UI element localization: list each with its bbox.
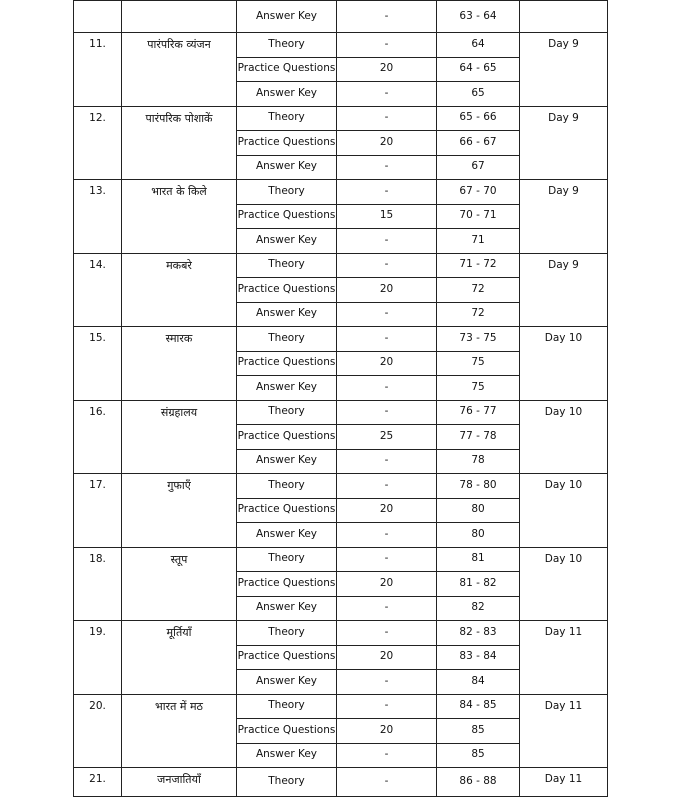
- table-row: [74, 474, 608, 499]
- table-row: [74, 400, 608, 425]
- content-type: Theory: [237, 33, 337, 58]
- question-count: 15: [337, 204, 437, 229]
- page-range: 65 - 66: [437, 106, 520, 131]
- question-count: -: [337, 743, 437, 768]
- question-count: -: [337, 180, 437, 205]
- content-type: Theory: [237, 621, 337, 646]
- chapter-number: 17.: [74, 474, 122, 548]
- content-type: Practice Questions: [237, 278, 337, 303]
- table-row: [74, 180, 608, 205]
- page-range: 82 - 83: [437, 621, 520, 646]
- content-type: Practice Questions: [237, 351, 337, 376]
- table-row: [74, 694, 608, 719]
- question-count: -: [337, 33, 437, 58]
- question-count-cell: -: [337, 1, 437, 33]
- table-row: [74, 1, 608, 33]
- question-count: -: [337, 449, 437, 474]
- study-day-cell: [520, 1, 608, 33]
- chapter-topic: मूर्तियाँ: [122, 621, 237, 695]
- table-row: [74, 327, 608, 352]
- page-range: 76 - 77: [437, 400, 520, 425]
- study-day: Day 10: [520, 400, 608, 474]
- content-type: Theory: [237, 768, 337, 797]
- question-count: -: [337, 670, 437, 695]
- syllabus-table: [73, 0, 608, 797]
- content-type: Answer Key: [237, 376, 337, 401]
- content-type: Answer Key: [237, 743, 337, 768]
- chapter-topic: भारत में मठ: [122, 694, 237, 768]
- content-type: Answer Key: [237, 596, 337, 621]
- content-type: Answer Key: [237, 82, 337, 107]
- page-range: 64 - 65: [437, 57, 520, 82]
- question-count: 20: [337, 572, 437, 597]
- question-count: 20: [337, 278, 437, 303]
- content-type: Practice Questions: [237, 425, 337, 450]
- page-range: 75: [437, 376, 520, 401]
- question-count: -: [337, 694, 437, 719]
- page-range: 73 - 75: [437, 327, 520, 352]
- question-count: -: [337, 400, 437, 425]
- chapter-number: 15.: [74, 327, 122, 401]
- table-row: [74, 621, 608, 646]
- content-type: Practice Questions: [237, 204, 337, 229]
- content-type: Practice Questions: [237, 645, 337, 670]
- page-range: 72: [437, 302, 520, 327]
- table-row: [74, 253, 608, 278]
- question-count: -: [337, 474, 437, 499]
- page-range: 67 - 70: [437, 180, 520, 205]
- page-range: 80: [437, 523, 520, 548]
- page-range: 64: [437, 33, 520, 58]
- content-type: Theory: [237, 327, 337, 352]
- study-day: Day 10: [520, 474, 608, 548]
- table-row: [74, 33, 608, 58]
- page-range: 83 - 84: [437, 645, 520, 670]
- question-count: -: [337, 106, 437, 131]
- chapter-number: 21.: [74, 768, 122, 797]
- chapter-number: 13.: [74, 180, 122, 254]
- page-range: 78: [437, 449, 520, 474]
- study-day: Day 9: [520, 33, 608, 107]
- chapter-topic: संग्रहालय: [122, 400, 237, 474]
- chapter-number-cell: [74, 1, 122, 33]
- page-range: 85: [437, 719, 520, 744]
- chapter-topic: पारंपरिक व्यंजन: [122, 33, 237, 107]
- content-type: Answer Key: [237, 302, 337, 327]
- content-type: Practice Questions: [237, 719, 337, 744]
- page-range: 67: [437, 155, 520, 180]
- content-type: Answer Key: [237, 670, 337, 695]
- question-count: 25: [337, 425, 437, 450]
- content-type: Answer Key: [237, 449, 337, 474]
- content-type: Theory: [237, 106, 337, 131]
- page-range: 71 - 72: [437, 253, 520, 278]
- content-type: Answer Key: [237, 155, 337, 180]
- question-count: -: [337, 768, 437, 797]
- content-type: Practice Questions: [237, 131, 337, 156]
- question-count: -: [337, 327, 437, 352]
- chapter-number: 19.: [74, 621, 122, 695]
- study-day: Day 9: [520, 253, 608, 327]
- page-range: 71: [437, 229, 520, 254]
- page-range: 77 - 78: [437, 425, 520, 450]
- question-count: -: [337, 82, 437, 107]
- content-type: Theory: [237, 253, 337, 278]
- page-range: 81 - 82: [437, 572, 520, 597]
- study-day: Day 9: [520, 106, 608, 180]
- page-range: 72: [437, 278, 520, 303]
- content-type: Practice Questions: [237, 498, 337, 523]
- chapter-number: 11.: [74, 33, 122, 107]
- content-type: Theory: [237, 400, 337, 425]
- question-count: -: [337, 376, 437, 401]
- table-row: [74, 768, 608, 797]
- question-count: 20: [337, 57, 437, 82]
- page-range: 82: [437, 596, 520, 621]
- study-day: Day 9: [520, 180, 608, 254]
- page-range: 86 - 88: [437, 768, 520, 797]
- page-range: 84 - 85: [437, 694, 520, 719]
- page-range: 70 - 71: [437, 204, 520, 229]
- chapter-topic: स्तूप: [122, 547, 237, 621]
- table-row: [74, 547, 608, 572]
- study-day: Day 11: [520, 768, 608, 797]
- question-count: 20: [337, 719, 437, 744]
- question-count: -: [337, 547, 437, 572]
- syllabus-table-body: [74, 1, 608, 797]
- chapter-topic: भारत के किले: [122, 180, 237, 254]
- page-range: 85: [437, 743, 520, 768]
- study-day: Day 11: [520, 621, 608, 695]
- page-range: 80: [437, 498, 520, 523]
- page-range: 65: [437, 82, 520, 107]
- chapter-topic: पारंपरिक पोशाकें: [122, 106, 237, 180]
- page-range-cell: 63 - 64: [437, 1, 520, 33]
- content-type: Answer Key: [237, 523, 337, 548]
- page-range: 66 - 67: [437, 131, 520, 156]
- study-day: Day 10: [520, 547, 608, 621]
- chapter-topic: स्मारक: [122, 327, 237, 401]
- question-count: -: [337, 253, 437, 278]
- chapter-number: 16.: [74, 400, 122, 474]
- study-day: Day 11: [520, 694, 608, 768]
- question-count: -: [337, 302, 437, 327]
- content-type: Practice Questions: [237, 572, 337, 597]
- page-range: 84: [437, 670, 520, 695]
- chapter-number: 18.: [74, 547, 122, 621]
- chapter-topic: जनजातियाँ: [122, 768, 237, 797]
- chapter-topic: गुफाएँ: [122, 474, 237, 548]
- question-count: 20: [337, 498, 437, 523]
- chapter-number: 20.: [74, 694, 122, 768]
- content-type: Theory: [237, 474, 337, 499]
- question-count: -: [337, 523, 437, 548]
- content-type: Practice Questions: [237, 57, 337, 82]
- table-row: [74, 106, 608, 131]
- question-count: -: [337, 229, 437, 254]
- chapter-number: 12.: [74, 106, 122, 180]
- study-day: Day 10: [520, 327, 608, 401]
- question-count: 20: [337, 131, 437, 156]
- page-range: 75: [437, 351, 520, 376]
- question-count: 20: [337, 351, 437, 376]
- chapter-number: 14.: [74, 253, 122, 327]
- question-count: 20: [337, 645, 437, 670]
- page-range: 81: [437, 547, 520, 572]
- question-count: -: [337, 621, 437, 646]
- content-type: Theory: [237, 180, 337, 205]
- chapter-topic: मकबरे: [122, 253, 237, 327]
- chapter-topic-cell: [122, 1, 237, 33]
- content-type: Theory: [237, 694, 337, 719]
- content-type: Answer Key: [237, 229, 337, 254]
- question-count: -: [337, 155, 437, 180]
- content-type: Theory: [237, 547, 337, 572]
- page-range: 78 - 80: [437, 474, 520, 499]
- content-type-cell: Answer Key: [237, 1, 337, 33]
- question-count: -: [337, 596, 437, 621]
